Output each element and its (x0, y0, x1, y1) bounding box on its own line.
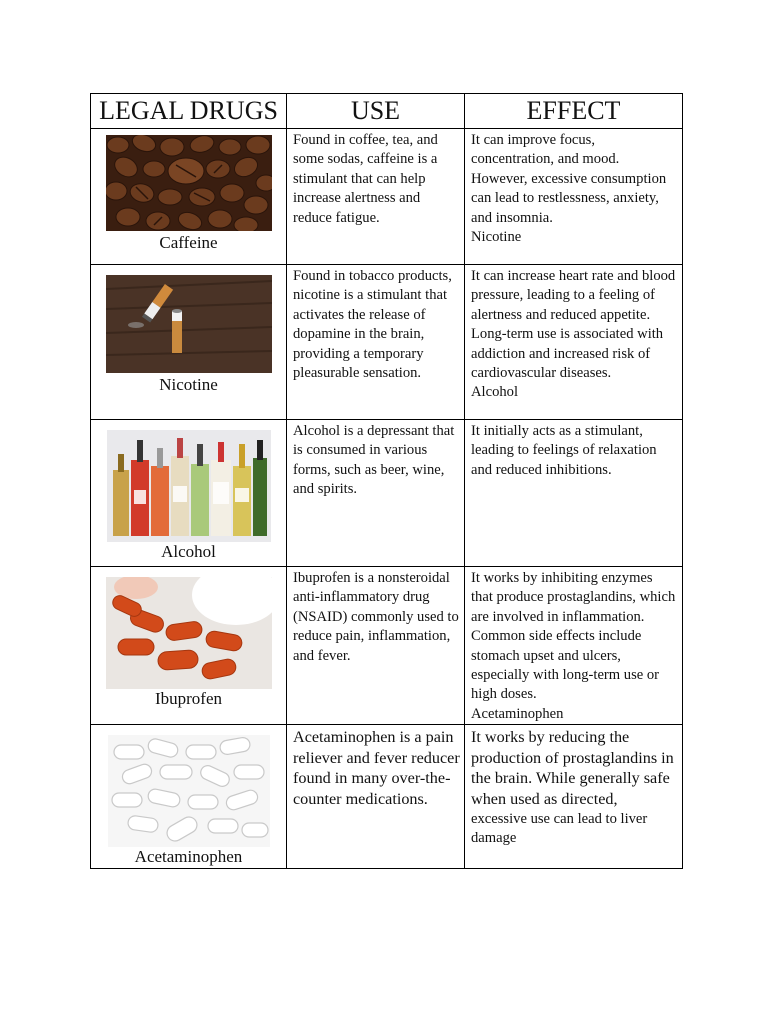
effect-cell (465, 725, 683, 869)
table-row (91, 725, 683, 869)
effect-cell (465, 129, 683, 265)
effect-cell (465, 265, 683, 420)
use-text: Found in tobacco products, nicotine is a stimulant that activates the release of dopamine in the brain, providing a temporary pleasurable sensation. (293, 268, 452, 382)
use-cell (287, 129, 465, 265)
table-row (91, 567, 683, 725)
use-cell (287, 567, 465, 725)
drug-cell (91, 725, 287, 869)
header-effect: EFFECT (465, 94, 683, 129)
table-row (91, 129, 683, 265)
effect-text: It can improve focus, concentration, and mood. However, excessive consumption can lead to restlessness, anxiety, and insomnia. (471, 132, 667, 226)
white-pills-image (108, 735, 270, 847)
liquor-bottles-image (107, 430, 271, 542)
cigarette-butts-image (106, 275, 272, 373)
drug-cell (91, 567, 287, 725)
effect-tail-text: Alcohol (471, 384, 519, 401)
effect-text: It works by reducing the production of prostaglandins in the brain. While generally safe when used as directed, (471, 728, 674, 809)
use-cell (287, 265, 465, 420)
use-cell (287, 420, 465, 567)
coffee-beans-image (106, 135, 272, 231)
use-text: Found in coffee, tea, and some sodas, caffeine is a stimulant that can help increase alertness and reduce fatigue. (293, 132, 438, 226)
header-use: USE (287, 94, 465, 129)
legal-drugs-table (90, 93, 683, 869)
use-text: Acetaminophen is a pain reliever and fever reducer found in many over-the-counter medications. (293, 728, 460, 809)
drug-name: Acetaminophen (134, 847, 243, 867)
use-cell (287, 725, 465, 869)
orange-pills-image (106, 577, 272, 689)
effect-tail-text: excessive use can lead to liver damage (471, 810, 648, 847)
effect-tail-text: Acetaminophen (471, 705, 564, 722)
table-row (91, 420, 683, 567)
drug-name: Nicotine (159, 375, 218, 394)
drug-cell (91, 265, 287, 420)
header-legal-drugs: LEGAL DRUGS (91, 94, 287, 129)
use-text: Alcohol is a depressant that is consumed in various forms, such as beer, wine, and spirits. (293, 423, 455, 498)
effect-text: It initially acts as a stimulant, leading to feelings of relaxation and reduced inhibitions. (471, 423, 657, 478)
drug-cell (91, 129, 287, 265)
effect-text: It works by inhibiting enzymes that produce prostaglandins, which are involved in inflammation. Common side effects include stomach upset and ulcers, especially with long-term use or high doses. (471, 570, 676, 703)
use-text: Ibuprofen is a nonsteroidal anti-inflammatory drug (NSAID) commonly used to reduce pain, inflammation, and fever. (293, 570, 459, 664)
table-row (91, 265, 683, 420)
drug-name: Caffeine (159, 233, 218, 252)
effect-cell (465, 420, 683, 567)
header-row (91, 94, 683, 129)
drug-name: Ibuprofen (154, 689, 223, 708)
drug-name: Alcohol (161, 542, 216, 561)
drug-cell (91, 420, 287, 567)
effect-cell (465, 567, 683, 725)
effect-tail-text: Nicotine (471, 229, 522, 246)
effect-text: It can increase heart rate and blood pressure, leading to a feeling of alertness and reduced appetite. Long-term use is associated with addiction and increased risk of cardiovascular diseases. (471, 268, 676, 382)
